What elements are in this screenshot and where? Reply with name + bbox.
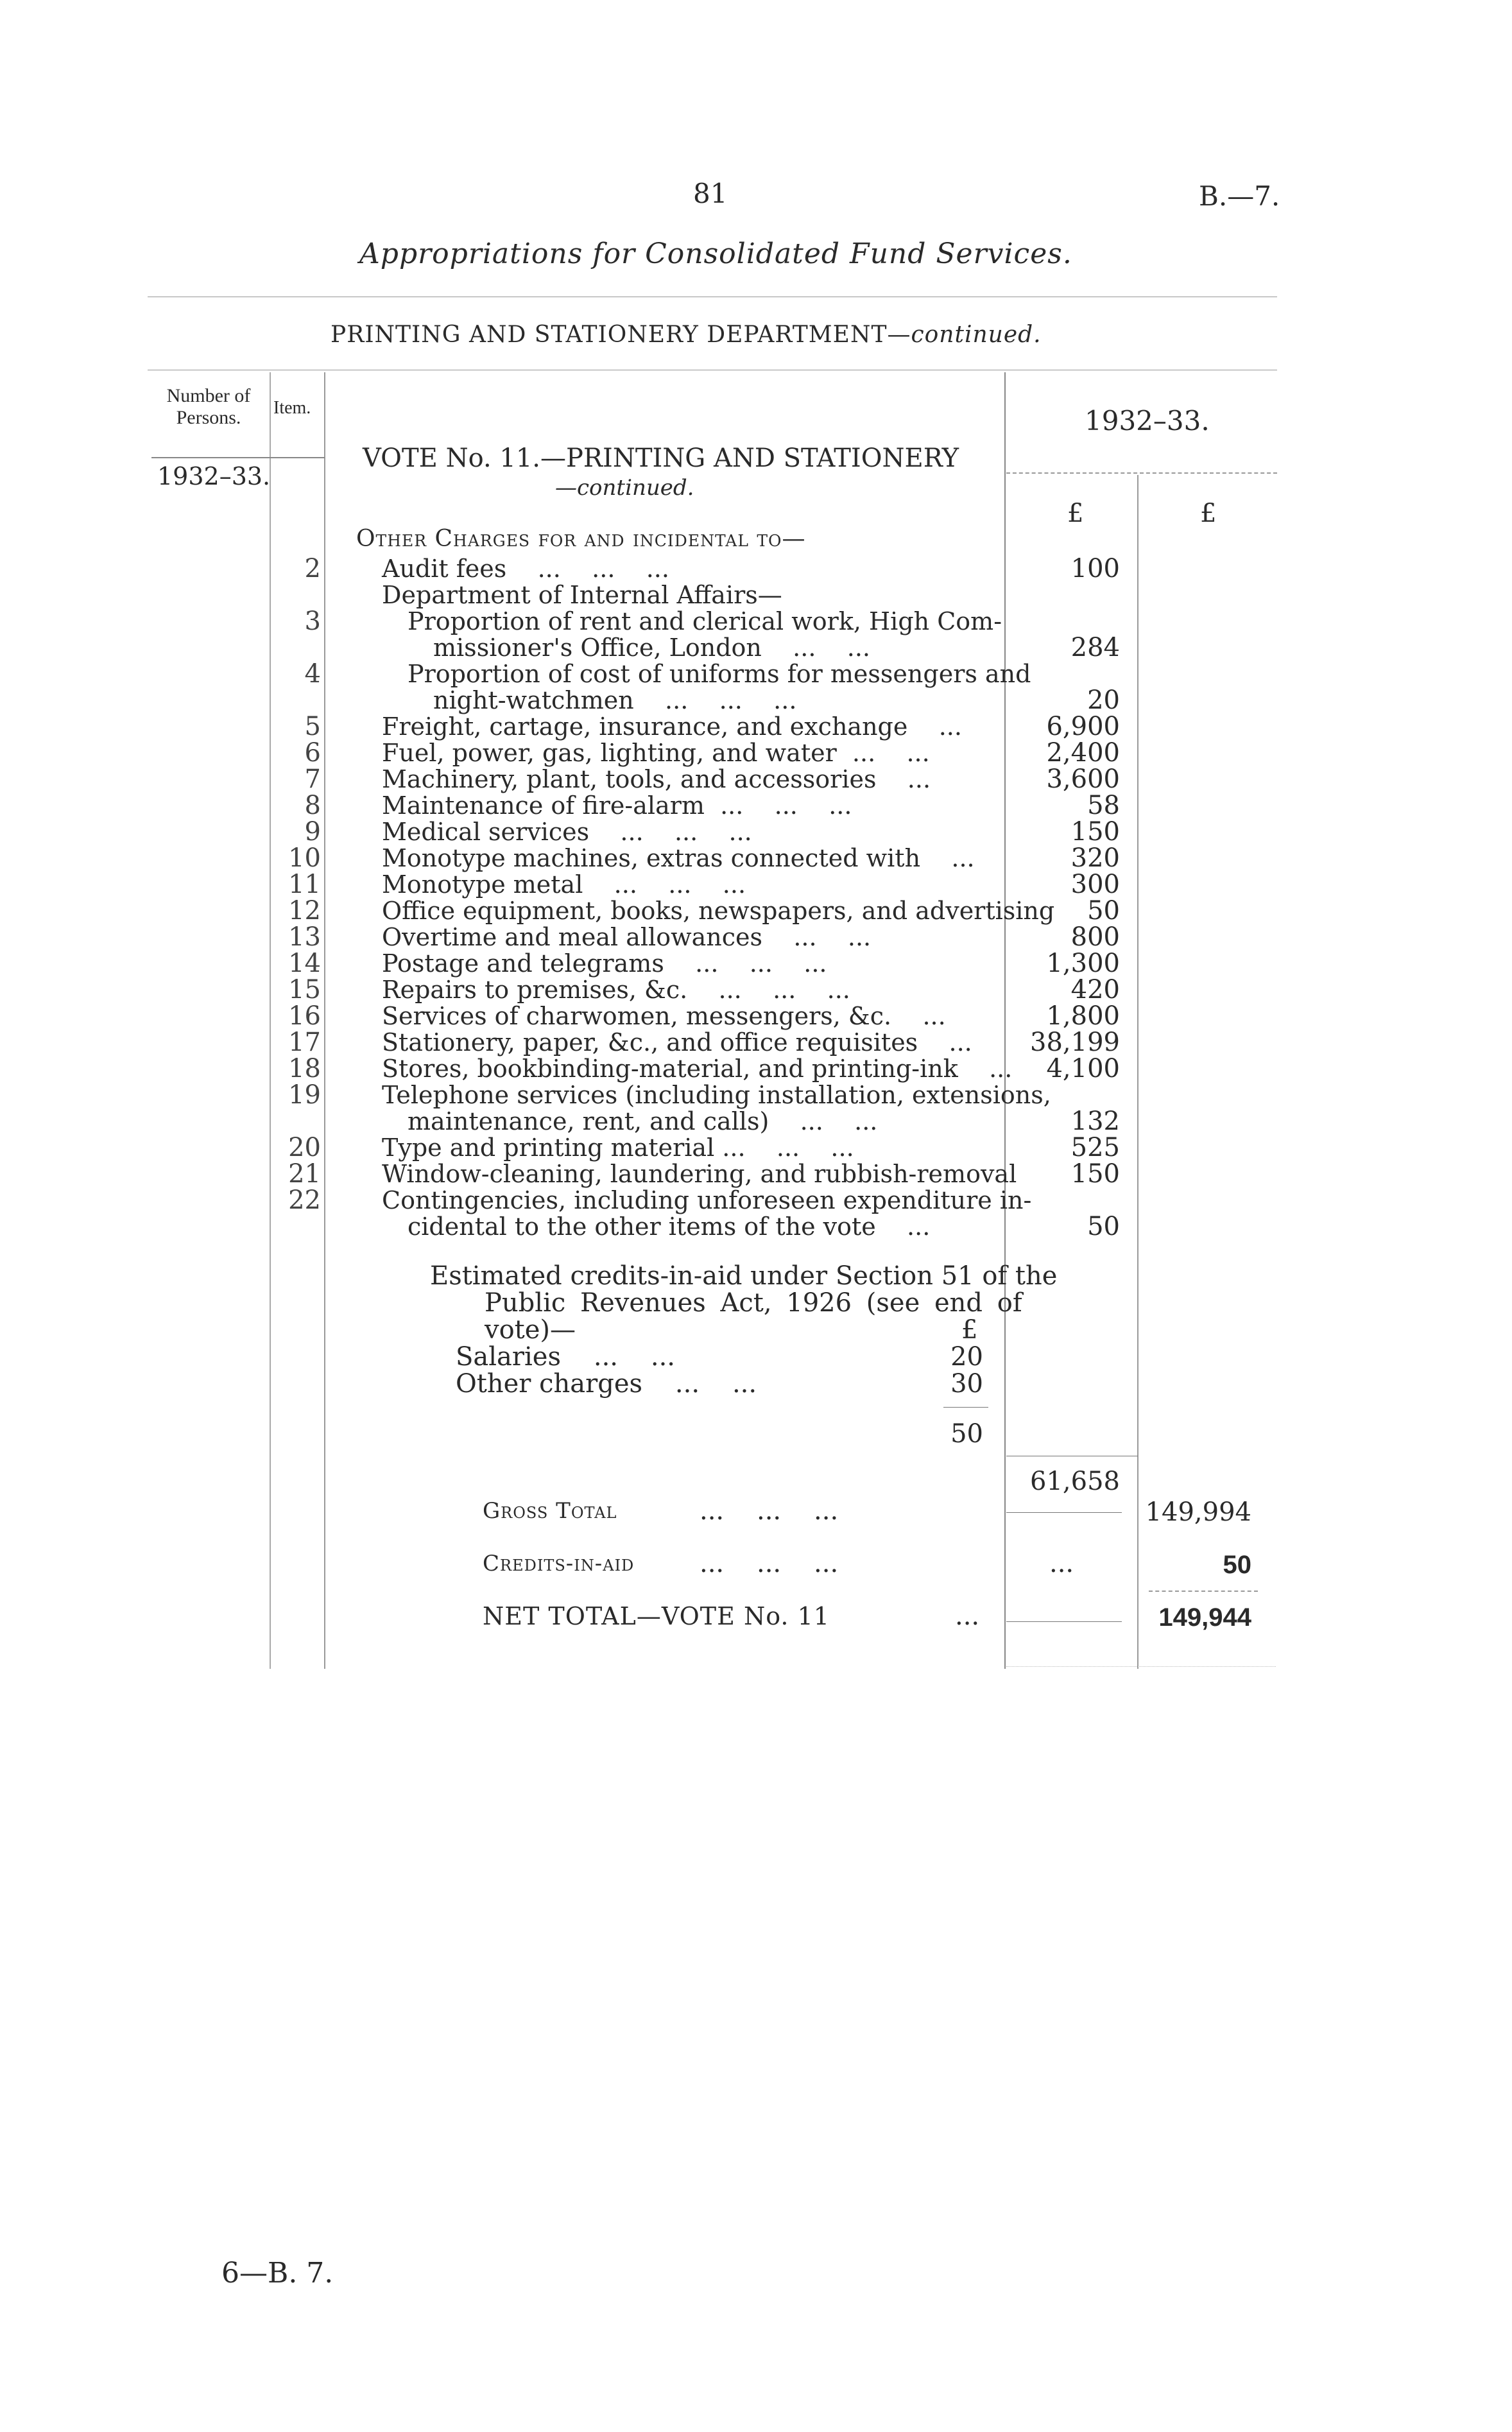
item-description: Services of charwomen, messengers, &c. ... [382, 1002, 946, 1030]
vote-continued: —continued. [555, 475, 694, 501]
item-number: 11 [288, 870, 321, 899]
department-heading [331, 320, 1042, 350]
item-description: Department of Internal Affairs— [382, 581, 782, 609]
net-total-rule-amount [1006, 1621, 1122, 1622]
footer-signature: 6—B. 7. [221, 2257, 334, 2290]
item-number: 7 [304, 764, 321, 794]
credits-intro-3: vote)— [485, 1315, 576, 1345]
item-description: maintenance, rent, and calls) ... ... [408, 1107, 878, 1135]
column-divider-item [324, 372, 325, 1669]
credits-other-label: Other charges ... ... [456, 1369, 757, 1399]
item-amount: 320 [1070, 843, 1120, 873]
item-amount: 525 [1070, 1133, 1120, 1162]
item-amount: 1,300 [1046, 949, 1120, 978]
item-header: Item. [273, 398, 311, 418]
item-number: 15 [288, 975, 321, 1005]
credits-intro-2: Public Revenues Act, 1926 (see end of [485, 1288, 1022, 1318]
number-of-persons-header: Number of Persons. [166, 385, 251, 428]
item-amount: 38,199 [1030, 1028, 1120, 1057]
item-number: 10 [288, 843, 321, 873]
item-amount: 284 [1070, 633, 1120, 662]
year-left: 1932–33. [157, 462, 271, 490]
item-description: Contingencies, including unforeseen expenditure in- [382, 1186, 1032, 1214]
item-description: Monotype metal ... ... ... [382, 870, 746, 899]
item-amount: 50 [1087, 1212, 1120, 1241]
gross-total-rule [1006, 1512, 1122, 1513]
department-continued: continued. [911, 322, 1042, 348]
gross-total-value: 149,994 [1145, 1497, 1251, 1527]
items-sum: 61,658 [1030, 1467, 1120, 1496]
item-number: 17 [288, 1028, 321, 1057]
item-amount: 800 [1070, 922, 1120, 952]
item-amount: 300 [1070, 870, 1120, 899]
item-description: Telephone services (including installation, extensions, [382, 1081, 1051, 1109]
item-description: Stationery, paper, &c., and office requisites ... [382, 1028, 972, 1056]
item-number: 19 [288, 1080, 321, 1110]
item-description: Proportion of rent and clerical work, High Com- [408, 607, 1002, 635]
net-total-rule-total [1149, 1591, 1258, 1592]
item-number: 4 [304, 659, 321, 689]
persons-header-rule [151, 457, 325, 458]
item-description: Machinery, plant, tools, and accessories ... [382, 765, 931, 793]
amount-column-pound: £ [1067, 499, 1084, 528]
item-number: 2 [304, 554, 321, 583]
item-number: 14 [288, 949, 321, 978]
credits-salaries-label: Salaries ... ... [456, 1342, 676, 1372]
item-number: 8 [304, 791, 321, 820]
item-amount: 4,100 [1046, 1054, 1120, 1083]
item-amount: 150 [1070, 817, 1120, 847]
year-rule [1006, 472, 1277, 474]
item-number: 18 [288, 1054, 321, 1083]
item-description: Monotype machines, extras connected with ... [382, 844, 975, 872]
section-heading: Other Charges for and incidental to— [356, 526, 806, 552]
item-amount: 100 [1070, 554, 1120, 583]
document-reference: B.—7. [1199, 180, 1280, 212]
item-description: Postage and telegrams ... ... ... [382, 949, 827, 978]
column-divider-total [1137, 475, 1138, 1669]
vote-title: VOTE No. 11.—PRINTING AND STATIONERY [363, 444, 959, 473]
credits-pound: £ [961, 1315, 978, 1345]
year-right: 1932–33. [1085, 405, 1210, 436]
item-amount: 50 [1087, 896, 1120, 926]
item-description: Overtime and meal allowances ... ... [382, 923, 872, 951]
item-description: cidental to the other items of the vote ... [408, 1212, 931, 1241]
item-amount: 2,400 [1046, 738, 1120, 768]
item-amount: 3,600 [1046, 764, 1120, 794]
gross-total-label: Gross Total [483, 1498, 617, 1524]
credits-intro-1: Estimated credits-in-aid under Section 51 of the [430, 1261, 1058, 1291]
item-amount: 58 [1087, 791, 1120, 820]
item-description: night-watchmen ... ... ... [433, 686, 797, 714]
department-main: PRINTING AND STATIONERY DEPARTMENT— [331, 322, 911, 348]
table-bottom-rule [1006, 1666, 1276, 1667]
item-description: Stores, bookbinding-material, and printing-ink ... [382, 1055, 1013, 1083]
item-number: 13 [288, 922, 321, 952]
item-number: 3 [304, 607, 321, 636]
item-description: Window-cleaning, laundering, and rubbish-removal [382, 1160, 1017, 1188]
item-description: Proportion of cost of uniforms for messengers and [408, 660, 1031, 688]
credits-salaries-amount: 20 [950, 1342, 983, 1372]
net-total-label: NET TOTAL—VOTE No. 11 [483, 1602, 830, 1630]
item-amount: 150 [1070, 1159, 1120, 1189]
credits-in-aid-dots: ... ... ... [700, 1549, 839, 1578]
item-description: Audit fees ... ... ... [382, 555, 669, 583]
item-description: Medical services ... ... ... [382, 818, 752, 846]
item-description: Type and printing material ... ... ... [382, 1134, 854, 1162]
credits-other-amount: 30 [950, 1369, 983, 1399]
gross-total-dots: ... ... ... [700, 1496, 839, 1526]
item-description: Freight, cartage, insurance, and exchange ... [382, 712, 962, 741]
item-number: 16 [288, 1001, 321, 1031]
item-amount: 6,900 [1046, 712, 1120, 741]
item-amount: 132 [1070, 1107, 1120, 1136]
column-divider-persons [270, 372, 271, 1669]
credits-in-aid-label: Credits-in-aid [483, 1551, 635, 1576]
item-description: Fuel, power, gas, lighting, and water ... ... [382, 739, 930, 767]
item-amount: 20 [1087, 686, 1120, 715]
item-number: 9 [304, 817, 321, 847]
credits-sum-rule [943, 1407, 988, 1408]
item-number: 21 [288, 1159, 321, 1189]
credits-in-aid-mid: ... [1049, 1549, 1074, 1578]
item-description: Repairs to premises, &c. ... ... ... [382, 976, 850, 1004]
item-amount: 1,800 [1046, 1001, 1120, 1031]
net-total-dots: ... [955, 1601, 980, 1631]
page-title: Appropriations for Consolidated Fund Services. [359, 237, 1072, 270]
item-description: missioner's Office, London ... ... [433, 634, 870, 662]
net-total-value: 149,944 [1158, 1603, 1251, 1632]
page-number: 81 [693, 178, 728, 209]
item-number: 12 [288, 896, 321, 926]
credits-total: 50 [950, 1419, 983, 1449]
item-description: Office equipment, books, newspapers, and advertising [382, 897, 1055, 925]
total-column-pound: £ [1200, 499, 1217, 528]
item-number: 6 [304, 738, 321, 768]
item-number: 5 [304, 712, 321, 741]
item-description: Maintenance of fire-alarm ... ... ... [382, 791, 852, 820]
item-number: 20 [288, 1133, 321, 1162]
credits-in-aid-value: 50 [1223, 1551, 1251, 1579]
item-amount: 420 [1070, 975, 1120, 1005]
item-number: 22 [288, 1186, 321, 1215]
